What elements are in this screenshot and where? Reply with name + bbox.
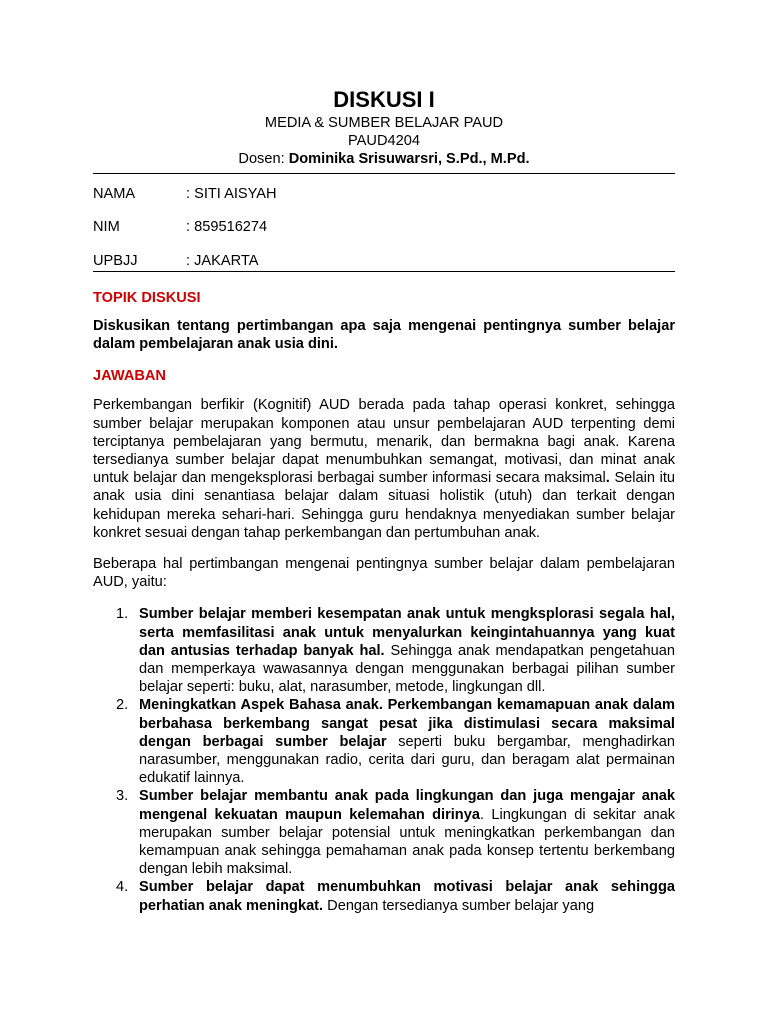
list-item [93, 605, 675, 696]
identity-value: : 859516274 [186, 219, 268, 235]
paragraph-text: Perkembangan berfikir (Kognitif) AUD berada pada tahap operasi konkret, sehingga sumber belajar merupakan komponen atau unsur pembelajaran AUD terpenting demi terciptanya pembelajaran yang bermutu, menarik, dan bermakna bagi anak. Karena tersedianya sumber belajar dapat menumbuhkan semangat, motivasi, dan minat anak untuk belajar dan mengeksplorasi berbagai sumber informasi secara maksimal [93, 397, 675, 487]
list-item-text: seperti buku bergambar, menghadirkan narasumber, menggunakan radio, cerita dari guru, dan beragam alat permainan edukatif lainnya. [139, 733, 675, 787]
considerations-list [93, 605, 675, 914]
paragraph-period: . [605, 470, 610, 487]
list-item-bold: Sumber belajar memberi kesempatan anak untuk mengksplorasi segala hal, serta memfasilitasi anak untuk menyalurkan keingintahuannya yang kuat dan antusias terhadap banyak hal. [139, 606, 675, 659]
lecturer-label: Dosen: [238, 151, 289, 167]
list-item [93, 878, 675, 914]
list-item-text: Sehingga anak mendapatkan pengetahuan dan memperkaya wawasannya dengan menggunakan berbagai pilihan sumber belajar seperti: buku, alat, narasumber, metode, lingkungan dll. [139, 642, 675, 696]
list-item-text: . Lingkungan di sekitar anak merupakan sumber belajar potensial untuk meningkatkan perkembangan dan kemampuan anak sehingga pemahaman anak pada konsep tertentu berkembang dengan lebih maksimal. [139, 806, 676, 878]
list-item-text: Dengan tersedianya sumber belajar yang [323, 897, 595, 914]
identity-divider [93, 271, 675, 272]
identity-label: NIM [93, 219, 120, 235]
answer-heading: JAWABAN [93, 368, 166, 385]
identity-row-upbjj [93, 253, 675, 287]
identity-label: UPBJJ [93, 253, 138, 269]
topic-heading: TOPIK DISKUSI [93, 290, 201, 306]
document-header [93, 86, 675, 168]
identity-row-nama [93, 186, 675, 219]
document-title: DISKUSI I [333, 87, 435, 112]
course-code: PAUD4204 [348, 133, 420, 149]
answer-paragraph-2: Beberapa hal pertimbangan mengenai pentingnya sumber belajar dalam pembelajaran AUD, yaitu: [93, 556, 675, 591]
list-item [93, 787, 675, 878]
paragraph-text: Selain itu anak usia dini senantiasa belajar dalam situasi holistik (utuh) dan terkait dengan kehidupan mereka sehari-hari. Sehingga guru hendaknya menyediakan sumber belajar konkret sesuai dengan tahap perkembangan dan pertumbuhan anak. [93, 470, 675, 541]
list-item-bold: Sumber belajar membantu anak pada lingkungan dan juga mengajar anak mengenal kekuatan maupun kelemahan dirinya [139, 788, 675, 823]
identity-value: : JAKARTA [186, 253, 259, 269]
lecturer-name: Dominika Srisuwarsri, S.Pd., M.Pd. [288, 151, 530, 167]
list-number: 1. [116, 606, 129, 623]
topic-text: Diskusikan tentang pertimbangan apa saja mengenai pentingnya sumber belajar dalam pembelajaran anak usia dini. [93, 318, 675, 353]
list-number: 2. [116, 697, 129, 714]
course-name: MEDIA & SUMBER BELAJAR PAUD [264, 115, 504, 131]
list-number: 4. [116, 879, 129, 896]
header-divider [93, 173, 675, 174]
identity-label: NAMA [93, 186, 136, 202]
list-item-bold: Meningkatkan Aspek Bahasa anak. Perkembangan kemamapuan anak dalam berbahasa berkembang sangat pesat jika distimulasi secara maksimal dengan berbagai sumber belajar [139, 697, 675, 750]
list-number: 3. [116, 788, 129, 805]
lecturer-line [93, 150, 675, 168]
identity-value: : SITI AISYAH [186, 186, 277, 202]
answer-paragraph-1 [93, 396, 675, 542]
identity-row-nim [93, 219, 675, 253]
list-item-bold: Sumber belajar dapat menumbuhkan motivasi belajar anak sehingga perhatian anak meningkat. [139, 879, 675, 914]
list-item [93, 696, 675, 787]
document-page [93, 86, 675, 915]
